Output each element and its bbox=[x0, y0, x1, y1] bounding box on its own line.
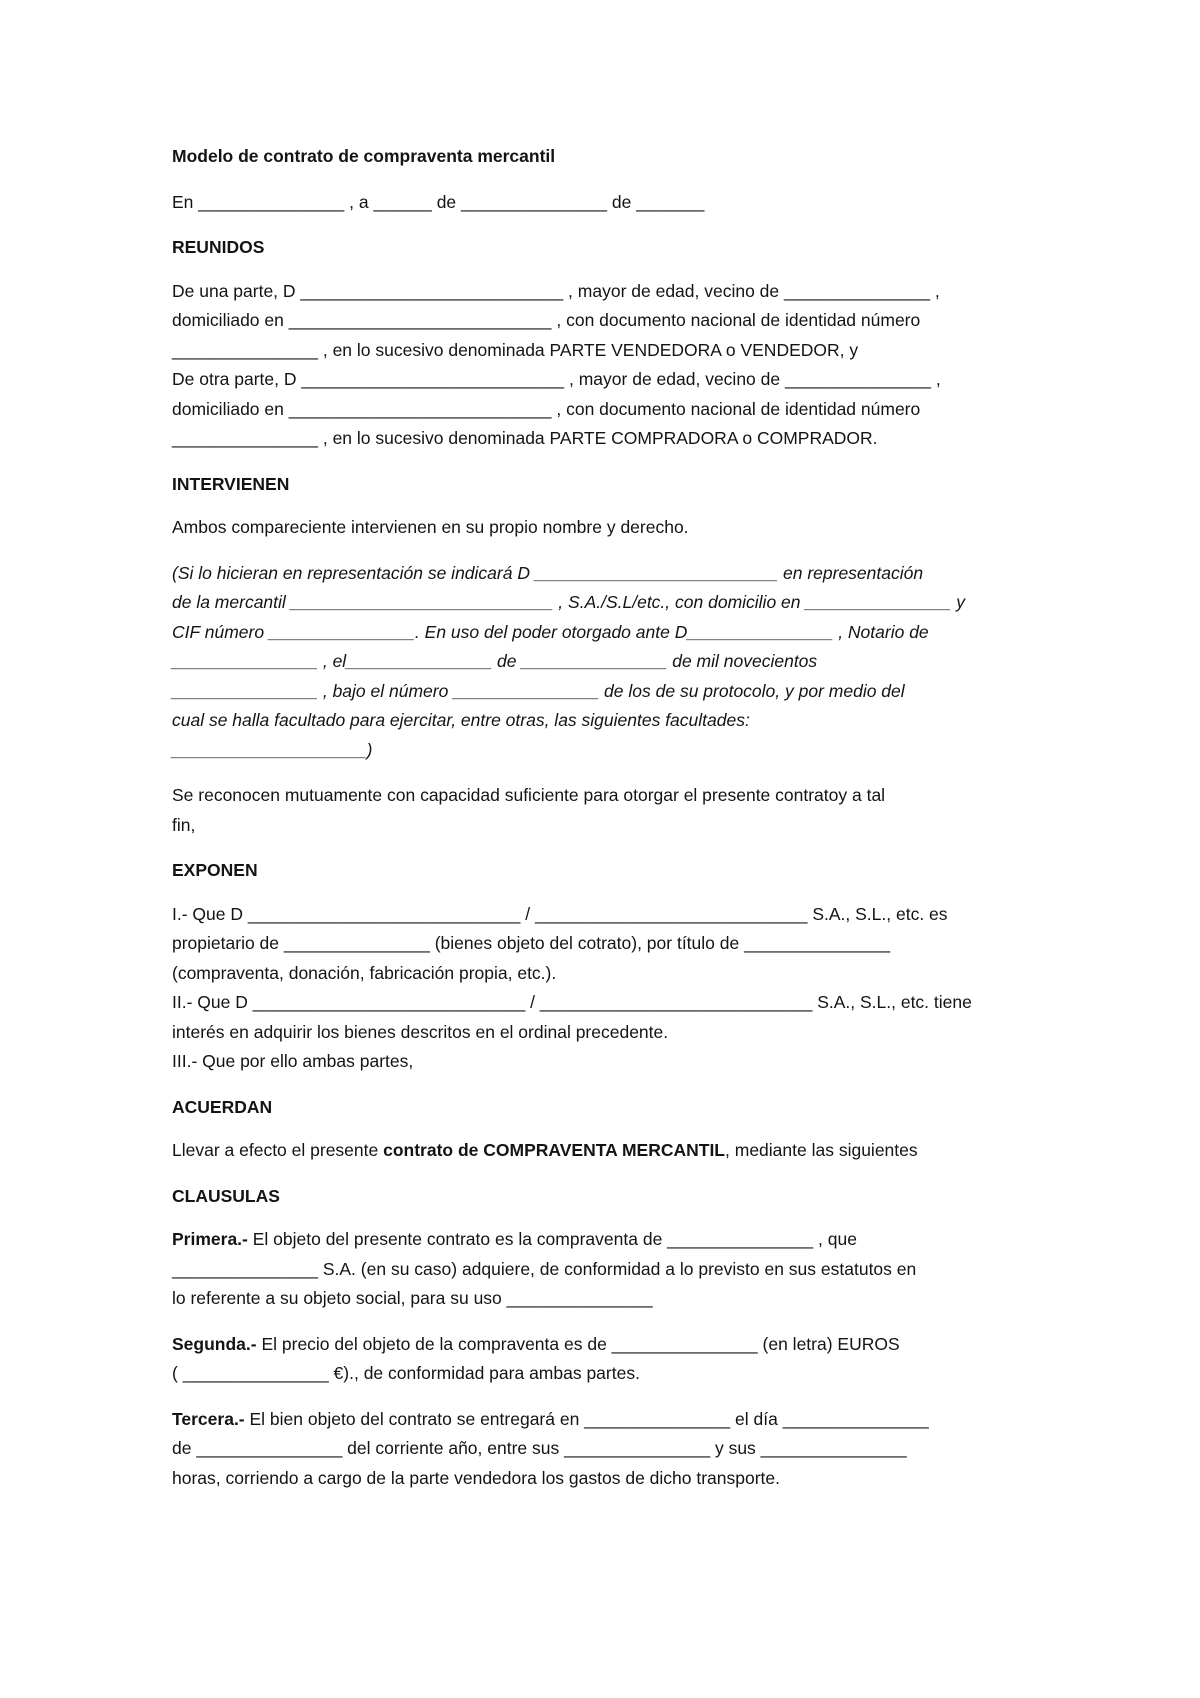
date-line: En _______________ , a ______ de _______________ de _______ bbox=[172, 191, 705, 212]
acuerdan-text-bold: contrato de COMPRAVENTA MERCANTIL bbox=[383, 1140, 726, 1160]
representation-paragraph bbox=[172, 559, 1032, 766]
exponen-line: interés en adquirir los bienes descritos en el ordinal precedente. bbox=[172, 1021, 669, 1042]
reunidos-line: _______________ , en lo sucesivo denominada PARTE VENDEDORA o VENDEDOR, y bbox=[172, 339, 859, 360]
representation-line: de la mercantil ___________________________ , S.A./S.L/etc., con domicilio en _______________ y bbox=[172, 592, 965, 612]
exponen-line: (compraventa, donación, fabricación propia, etc.). bbox=[172, 962, 557, 983]
capacity-line: fin, bbox=[172, 814, 196, 835]
clause-line bbox=[172, 1225, 1032, 1255]
representation-line: (Si lo hicieran en representación se indicará D _________________________ en representación bbox=[172, 562, 924, 583]
clause-line: ( _______________ €)., de conformidad para ambas partes. bbox=[172, 1363, 640, 1383]
heading-clausulas: CLAUSULAS bbox=[172, 1185, 280, 1206]
representation-line: _______________ , el_______________ de _______________ de mil novecientos bbox=[172, 651, 818, 671]
acuerdan-text-before: Llevar a efecto el presente bbox=[172, 1140, 384, 1160]
capacity-line: Se reconocen mutuamente con capacidad suficiente para otorgar el presente contratoy a tal bbox=[172, 785, 886, 805]
clause-segunda bbox=[172, 1330, 1032, 1389]
clause-line: lo referente a su objeto social, para su uso _______________ bbox=[172, 1288, 653, 1308]
representation-line: _______________ , bajo el número _______________ de los de su protocolo, y por medio del bbox=[172, 680, 905, 701]
clause-primera bbox=[172, 1225, 1032, 1314]
reunidos-line: _______________ , en lo sucesivo denominada PARTE COMPRADORA o COMPRADOR. bbox=[172, 428, 878, 448]
heading-exponen: EXPONEN bbox=[172, 860, 258, 880]
contract-document bbox=[172, 142, 1032, 1509]
acuerdan-text bbox=[172, 1136, 1032, 1166]
clause-text: El bien objeto del contrato se entregará en _______________ el día _______________ bbox=[244, 1408, 929, 1429]
clause-text: El objeto del presente contrato es la compraventa de _______________ , que bbox=[247, 1229, 857, 1249]
heading-intervienen: INTERVIENEN bbox=[172, 473, 290, 494]
exponen-section bbox=[172, 900, 1032, 1077]
heading-reunidos: REUNIDOS bbox=[172, 237, 265, 257]
clause-line: de _______________ del corriente año, entre sus _______________ y sus _______________ bbox=[172, 1438, 907, 1458]
reunidos-line: De otra parte, D ___________________________ , mayor de edad, vecino de _______________ , bbox=[172, 369, 941, 389]
exponen-line: II.- Que D ____________________________ / ____________________________ S.A., S.L., etc. tiene bbox=[172, 992, 972, 1012]
clause-line: horas, corriendo a cargo de la parte vendedora los gastos de dicho transporte. bbox=[172, 1467, 781, 1488]
exponen-line: propietario de _______________ (bienes objeto del cotrato), por título de _______________ bbox=[172, 933, 891, 953]
reunidos-line: De una parte, D ___________________________ , mayor de edad, vecino de _______________ , bbox=[172, 280, 940, 301]
clause-text: El precio del objeto de la compraventa es de _______________ (en letra) EUROS bbox=[256, 1333, 900, 1354]
acuerdan-text-after: , mediante las siguientes bbox=[725, 1140, 918, 1160]
reunidos-line: domiciliado en ___________________________ , con documento nacional de identidad número bbox=[172, 310, 921, 330]
clause-line: _______________ S.A. (en su caso) adquiere, de conformidad a lo previsto en sus estatutos en bbox=[172, 1258, 917, 1279]
exponen-line: III.- Que por ello ambas partes, bbox=[172, 1051, 414, 1071]
document-title: Modelo de contrato de compraventa mercantil bbox=[172, 146, 556, 166]
capacity-paragraph bbox=[172, 781, 1032, 840]
representation-line: cual se halla facultado para ejercitar, entre otras, las siguientes facultades: bbox=[172, 710, 750, 730]
reunidos-section bbox=[172, 277, 1032, 454]
clause-line bbox=[172, 1405, 1032, 1435]
clause-label-primera: Primera.- bbox=[172, 1229, 248, 1249]
clause-label-tercera: Tercera.- bbox=[172, 1408, 245, 1429]
clause-tercera bbox=[172, 1405, 1032, 1494]
heading-acuerdan: ACUERDAN bbox=[172, 1096, 273, 1117]
reunidos-line: domiciliado en ___________________________ , con documento nacional de identidad número bbox=[172, 398, 921, 419]
exponen-line: I.- Que D ____________________________ / ____________________________ S.A., S.L., etc. es bbox=[172, 903, 948, 924]
clause-label-segunda: Segunda.- bbox=[172, 1333, 257, 1354]
clause-line bbox=[172, 1330, 1032, 1360]
representation-line: CIF número _______________. En uso del poder otorgado ante D_______________ , Notario de bbox=[172, 621, 929, 642]
representation-line: ____________________) bbox=[172, 739, 373, 760]
intervienen-text: Ambos compareciente intervienen en su propio nombre y derecho. bbox=[172, 517, 689, 537]
